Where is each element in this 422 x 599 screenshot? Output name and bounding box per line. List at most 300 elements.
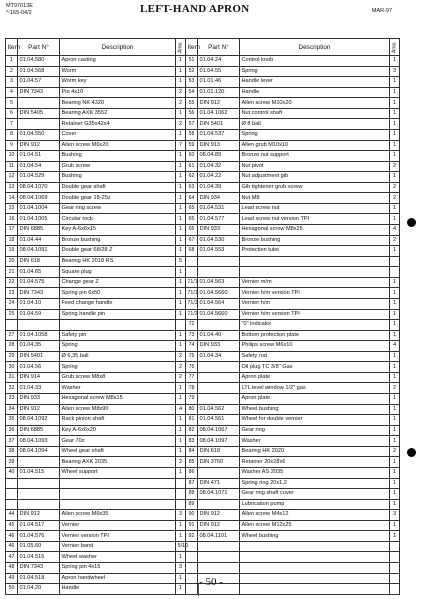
part-number: 01.04.553 [198, 246, 240, 257]
part-description: Lead screw nut [240, 203, 390, 214]
part-description: Vernier h/m version TPI [240, 288, 390, 299]
part-amount: 1 [390, 372, 400, 383]
table-row [6, 446, 400, 457]
item-number: 56 [186, 108, 198, 119]
part-description [60, 489, 176, 500]
part-amount: 1 [176, 203, 186, 214]
item-number: 5 [6, 98, 18, 109]
part-number: 01.04.32 [198, 161, 240, 172]
item-number: 46 [6, 531, 18, 542]
part-description: Bushing [60, 151, 176, 162]
part-number: 01.04.51 [18, 151, 60, 162]
table-row [6, 182, 400, 193]
part-number: 08.04.1093 [18, 436, 60, 447]
item-number: 34 [6, 404, 18, 415]
part-amount: 1 [390, 309, 400, 320]
part-number: 01.04.517 [18, 520, 60, 531]
part-description: Double gear 18-25z [60, 193, 176, 204]
item-number: 92 [186, 531, 198, 542]
table-row [6, 341, 400, 352]
table-row [6, 108, 400, 119]
part-description: Double gear shaft [60, 182, 176, 193]
part-amount: 1 [390, 351, 400, 362]
part-description: Bearing AXK 3552 [60, 108, 176, 119]
item-number: 40 [6, 467, 18, 478]
part-amount: 1 [390, 108, 400, 119]
part-number [198, 467, 240, 478]
part-description: Allen screw M10x20 [240, 98, 390, 109]
part-amount: 1 [390, 520, 400, 531]
part-amount: 5/10 [176, 541, 186, 552]
document-header-codes [6, 3, 33, 16]
part-description: Key A-6x6x20 [60, 425, 176, 436]
part-amount [390, 563, 400, 574]
col-header-part: Part N° [18, 39, 60, 56]
item-number: 3 [6, 77, 18, 88]
part-description: Square plug [60, 267, 176, 278]
part-number: 01.04.20 [18, 584, 60, 595]
part-description: Circular rock [60, 214, 176, 225]
item-number: 71/2 [186, 309, 198, 320]
table-row [6, 235, 400, 246]
part-number [18, 499, 60, 510]
part-amount: 2 [390, 182, 400, 193]
part-number: 01.04.531 [198, 203, 240, 214]
document-ref: *-165-04/2 [6, 9, 32, 16]
part-description: Ø 8 ball [240, 119, 390, 130]
part-number: 01.04.54 [18, 161, 60, 172]
part-amount: 2 [176, 119, 186, 130]
item-number: 28 [6, 341, 18, 352]
item-number: 4 [6, 87, 18, 98]
item-number: 49 [6, 573, 18, 584]
item-number: 7 [6, 119, 18, 130]
item-number: 48 [6, 563, 18, 574]
item-number: 9 [6, 140, 18, 151]
part-amount: 1 [176, 172, 186, 183]
part-amount: 1 [390, 203, 400, 214]
item-number: 33 [6, 394, 18, 405]
table-row [6, 161, 400, 172]
table-row [6, 277, 400, 288]
part-amount: 1 [390, 277, 400, 288]
item-number: 31 [6, 372, 18, 383]
part-amount: 1 [176, 436, 186, 447]
table-row [6, 320, 400, 331]
part-description: Philips screw M6x10 [240, 341, 390, 352]
part-description: Bronze bushing [60, 235, 176, 246]
part-amount: 1 [390, 87, 400, 98]
part-description: Gib tightener grub screw [240, 182, 390, 193]
part-amount: 1 [390, 129, 400, 140]
item-number [186, 552, 198, 563]
item-number: 22 [6, 277, 18, 288]
table-row [6, 172, 400, 183]
part-number: DIN 5401 [18, 351, 60, 362]
part-description: Nut control shaft [240, 108, 390, 119]
part-amount: 1 [390, 77, 400, 88]
table-row [6, 256, 400, 267]
part-description: Wheel bushing [240, 531, 390, 542]
item-number: 37 [6, 436, 18, 447]
item-number [6, 478, 18, 489]
part-number: DIN 6885 [18, 425, 60, 436]
part-amount: 2 [176, 87, 186, 98]
part-description: Vernier version TPI [60, 531, 176, 542]
part-description: Spring [240, 129, 390, 140]
part-number: 08.04.1097 [198, 436, 240, 447]
part-number: 01.04.39 [198, 182, 240, 193]
item-number: 12 [6, 172, 18, 183]
item-number: 87 [186, 478, 198, 489]
table-row [6, 77, 400, 88]
document-date: MAR-97 [371, 8, 392, 14]
table-row [6, 394, 400, 405]
table-row [6, 415, 400, 426]
part-amount: 7 [176, 140, 186, 151]
part-number [18, 457, 60, 468]
part-number: 01.04.1062 [198, 108, 240, 119]
item-number: 65 [186, 214, 198, 225]
part-number: 01.04.550 [18, 129, 60, 140]
item-number: 83 [186, 436, 198, 447]
part-amount [390, 256, 400, 267]
item-number: 38 [6, 446, 18, 457]
item-number: 53 [186, 77, 198, 88]
item-number: 36 [6, 425, 18, 436]
part-amount: 1 [176, 267, 186, 278]
part-amount: 1 [390, 362, 400, 373]
part-number: DIN 933 [18, 394, 60, 405]
item-number: 24 [6, 298, 18, 309]
part-amount: 1 [176, 341, 186, 352]
part-description: Spring [240, 66, 390, 77]
part-number: 01.04.1004 [18, 203, 60, 214]
table-row [6, 119, 400, 130]
part-number: 01.04.56 [18, 362, 60, 373]
part-number: 01.04.568 [18, 66, 60, 77]
table-row [6, 563, 400, 574]
part-number: DIN 7343 [18, 563, 60, 574]
part-number [198, 320, 240, 331]
part-number: DIN 5405 [18, 108, 60, 119]
part-amount: 4 [390, 341, 400, 352]
part-amount: 1 [176, 108, 186, 119]
table-row [6, 383, 400, 394]
table-row [6, 151, 400, 162]
part-amount [176, 478, 186, 489]
item-number: 30 [6, 362, 18, 373]
part-description: Allen grub M10x10 [240, 140, 390, 151]
part-description: Gear ring shaft cover [240, 489, 390, 500]
part-number: 01.05.60 [18, 541, 60, 552]
part-description: Ø 6,35 ball [60, 351, 176, 362]
part-description: Spring ring 20x1,2 [240, 478, 390, 489]
item-number: 74 [186, 341, 198, 352]
part-description: Wheel bushing [240, 404, 390, 415]
part-amount: 1 [176, 151, 186, 162]
part-amount: 3 [176, 563, 186, 574]
part-number: 01.04.537 [198, 129, 240, 140]
table-row [6, 309, 400, 320]
part-description: Apron plate [240, 394, 390, 405]
part-amount: 4 [390, 225, 400, 236]
table-row [6, 203, 400, 214]
part-description: Wheel support [60, 467, 176, 478]
part-number [198, 499, 240, 510]
part-number: 01.04.1005 [18, 214, 60, 225]
part-description: Spring pin 6x50 [60, 288, 176, 299]
part-description: Handle [60, 584, 176, 595]
part-description: Bottom protection plate [240, 330, 390, 341]
part-number: DIN 933 [198, 225, 240, 236]
item-number: 23 [6, 288, 18, 299]
part-number: 01.04.516 [18, 552, 60, 563]
item-number: 44 [6, 510, 18, 521]
part-amount: 1 [176, 277, 186, 288]
table-row [6, 193, 400, 204]
item-number: 62 [186, 172, 198, 183]
parts-table-container [5, 38, 399, 595]
part-number: 01.04.35 [18, 341, 60, 352]
part-description: Vernier h/m version TPI [240, 309, 390, 320]
part-amount: 1 [176, 383, 186, 394]
item-number: 85 [186, 457, 198, 468]
col-header-description: Description [60, 39, 176, 56]
part-number: 01.04.5660 [198, 309, 240, 320]
part-description: Key A-6x6x15 [60, 225, 176, 236]
part-description: "0" indicator [240, 320, 390, 331]
part-amount: 1 [176, 520, 186, 531]
item-number: 77 [186, 372, 198, 383]
item-number: 50 [6, 584, 18, 595]
part-number: DIN 7343 [18, 288, 60, 299]
part-number: 01.04.563 [198, 277, 240, 288]
part-amount: 3 [176, 510, 186, 521]
part-amount: 1 [176, 425, 186, 436]
part-description: Grub screw [60, 161, 176, 172]
part-number [198, 267, 240, 278]
part-description: Allen screw M6x20 [60, 140, 176, 151]
part-description: Washer [240, 436, 390, 447]
part-description: Nut M8 [240, 193, 390, 204]
part-description: Nut pivot [240, 161, 390, 172]
part-amount: 2 [176, 372, 186, 383]
table-row [6, 298, 400, 309]
part-amount: 2 [390, 446, 400, 457]
part-description [240, 256, 390, 267]
table-row [6, 436, 400, 447]
item-number: 59 [186, 140, 198, 151]
part-amount [390, 552, 400, 563]
part-amount: 3 [390, 66, 400, 77]
part-amount: 1 [390, 489, 400, 500]
part-amount: 1 [176, 446, 186, 457]
part-amount: 1 [390, 288, 400, 299]
part-description [240, 541, 390, 552]
part-amount: 1 [390, 320, 400, 331]
part-amount: 2 [176, 98, 186, 109]
item-number: 61 [186, 161, 198, 172]
part-number: 01.04.10 [18, 298, 60, 309]
item-number: 65 [186, 203, 198, 214]
item-number: 75 [186, 351, 198, 362]
part-description: Handle [240, 87, 390, 98]
part-amount: 1 [176, 584, 186, 595]
part-description: Vernier m/m [240, 277, 390, 288]
item-number: 82 [186, 425, 198, 436]
part-number: 01.04.575 [18, 277, 60, 288]
part-number: 01.04.515 [18, 467, 60, 478]
item-number: 29 [6, 351, 18, 362]
part-description: Nut adjustment gib [240, 172, 390, 183]
part-description: Wheel gear shaft [60, 446, 176, 457]
item-number: 73 [186, 330, 198, 341]
item-number: 57 [186, 119, 198, 130]
part-number: DIN 618 [198, 446, 240, 457]
item-number: 1 [6, 56, 18, 67]
part-number [18, 320, 60, 331]
part-description: Bronze nut support [240, 151, 390, 162]
part-number: 08.04.1067 [198, 425, 240, 436]
part-number: 01.01.120 [198, 87, 240, 98]
item-number: 10 [6, 151, 18, 162]
part-amount: 2 [390, 193, 400, 204]
part-description: Apron casting [60, 56, 176, 67]
part-description: Bearing HK 2020 [240, 446, 390, 457]
part-amount: 2 [390, 161, 400, 172]
part-number: 01.04.44 [18, 235, 60, 246]
part-description: Allen screw M8x90 [60, 404, 176, 415]
item-number: 16 [6, 214, 18, 225]
part-number [198, 563, 240, 574]
table-row [6, 66, 400, 77]
part-number: 01.04.40 [198, 330, 240, 341]
part-amount: 5 [176, 256, 186, 267]
part-number: 01.04.33 [18, 383, 60, 394]
part-number: 01.04.561 [198, 415, 240, 426]
col-header-item: Item [186, 39, 198, 56]
item-number: 63 [186, 182, 198, 193]
part-amount: 1 [390, 404, 400, 415]
item-number: 76 [186, 362, 198, 373]
part-amount [390, 267, 400, 278]
table-row [6, 510, 400, 521]
item-number [186, 267, 198, 278]
part-number: DIN 5401 [198, 119, 240, 130]
part-amount: 2 [390, 235, 400, 246]
table-row [6, 288, 400, 299]
table-row [6, 351, 400, 362]
part-description: Apron plate [240, 372, 390, 383]
item-number: 17 [6, 225, 18, 236]
table-row [6, 129, 400, 140]
item-number [186, 256, 198, 267]
part-number: 01.04.562 [198, 404, 240, 415]
part-amount: 1 [176, 330, 186, 341]
part-description [60, 478, 176, 489]
part-number: 01.04.530 [198, 235, 240, 246]
part-number [198, 552, 240, 563]
part-number: DIN 913 [198, 140, 240, 151]
part-number: 01.04.577 [198, 214, 240, 225]
item-number: 68 [186, 246, 198, 257]
table-row [6, 531, 400, 542]
part-amount: 4 [176, 404, 186, 415]
part-number: 08.04.1092 [18, 415, 60, 426]
item-number: 25 [6, 309, 18, 320]
table-row [6, 362, 400, 373]
part-number [198, 362, 240, 373]
table-row [6, 87, 400, 98]
part-number: 01.04.518 [18, 573, 60, 584]
part-description: Spring handle pin [60, 309, 176, 320]
part-amount: 1 [176, 394, 186, 405]
part-description: Hexagonal screw M8x25 [240, 225, 390, 236]
table-row [6, 225, 400, 236]
part-amount: 1 [176, 193, 186, 204]
part-amount: 1 [390, 56, 400, 67]
part-number: DIN 6885 [18, 225, 60, 236]
part-number [198, 383, 240, 394]
part-description: Allen screw M12x25 [240, 520, 390, 531]
part-description: Washer AS 2035 [240, 467, 390, 478]
table-row [6, 404, 400, 415]
part-number: 08.04.1094 [18, 446, 60, 457]
table-row [6, 520, 400, 531]
part-description: Lubrication pump [240, 499, 390, 510]
part-description: Control knob [240, 56, 390, 67]
part-number: DIN 7343 [18, 87, 60, 98]
item-number: 47 [6, 552, 18, 563]
part-amount: 1 [390, 415, 400, 426]
part-number: 01.04.65 [18, 267, 60, 278]
item-number: 8 [6, 129, 18, 140]
part-description [60, 499, 176, 510]
parts-table [5, 38, 400, 595]
item-number: 91 [186, 520, 198, 531]
part-number [18, 489, 60, 500]
part-amount: 1 [176, 66, 186, 77]
part-amount: 1 [176, 161, 186, 172]
table-row [6, 499, 400, 510]
part-number [198, 394, 240, 405]
part-number: DIN 912 [18, 510, 60, 521]
part-amount: 1 [176, 531, 186, 542]
part-description: Washer [60, 383, 176, 394]
item-number [6, 320, 18, 331]
part-number: DIN 912 [18, 404, 60, 415]
item-number: 90 [186, 510, 198, 521]
item-number: 52 [186, 66, 198, 77]
part-amount: 1 [390, 98, 400, 109]
part-description: Oil plug TC 3/8" Gas [240, 362, 390, 373]
part-number [198, 256, 240, 267]
item-number: 18 [6, 235, 18, 246]
part-description: Bronze bushing [240, 235, 390, 246]
punch-hole [407, 448, 416, 457]
item-number: 71/1 [186, 277, 198, 288]
table-row [6, 98, 400, 109]
item-number: 88 [186, 489, 198, 500]
part-amount: 1 [176, 182, 186, 193]
part-description: Grub screw M8x8 [60, 372, 176, 383]
part-amount: 1 [176, 552, 186, 563]
part-number: 08.04.89 [198, 151, 240, 162]
item-number: 84 [186, 446, 198, 457]
col-header-part: Part N° [198, 39, 240, 56]
part-amount: 1 [176, 129, 186, 140]
